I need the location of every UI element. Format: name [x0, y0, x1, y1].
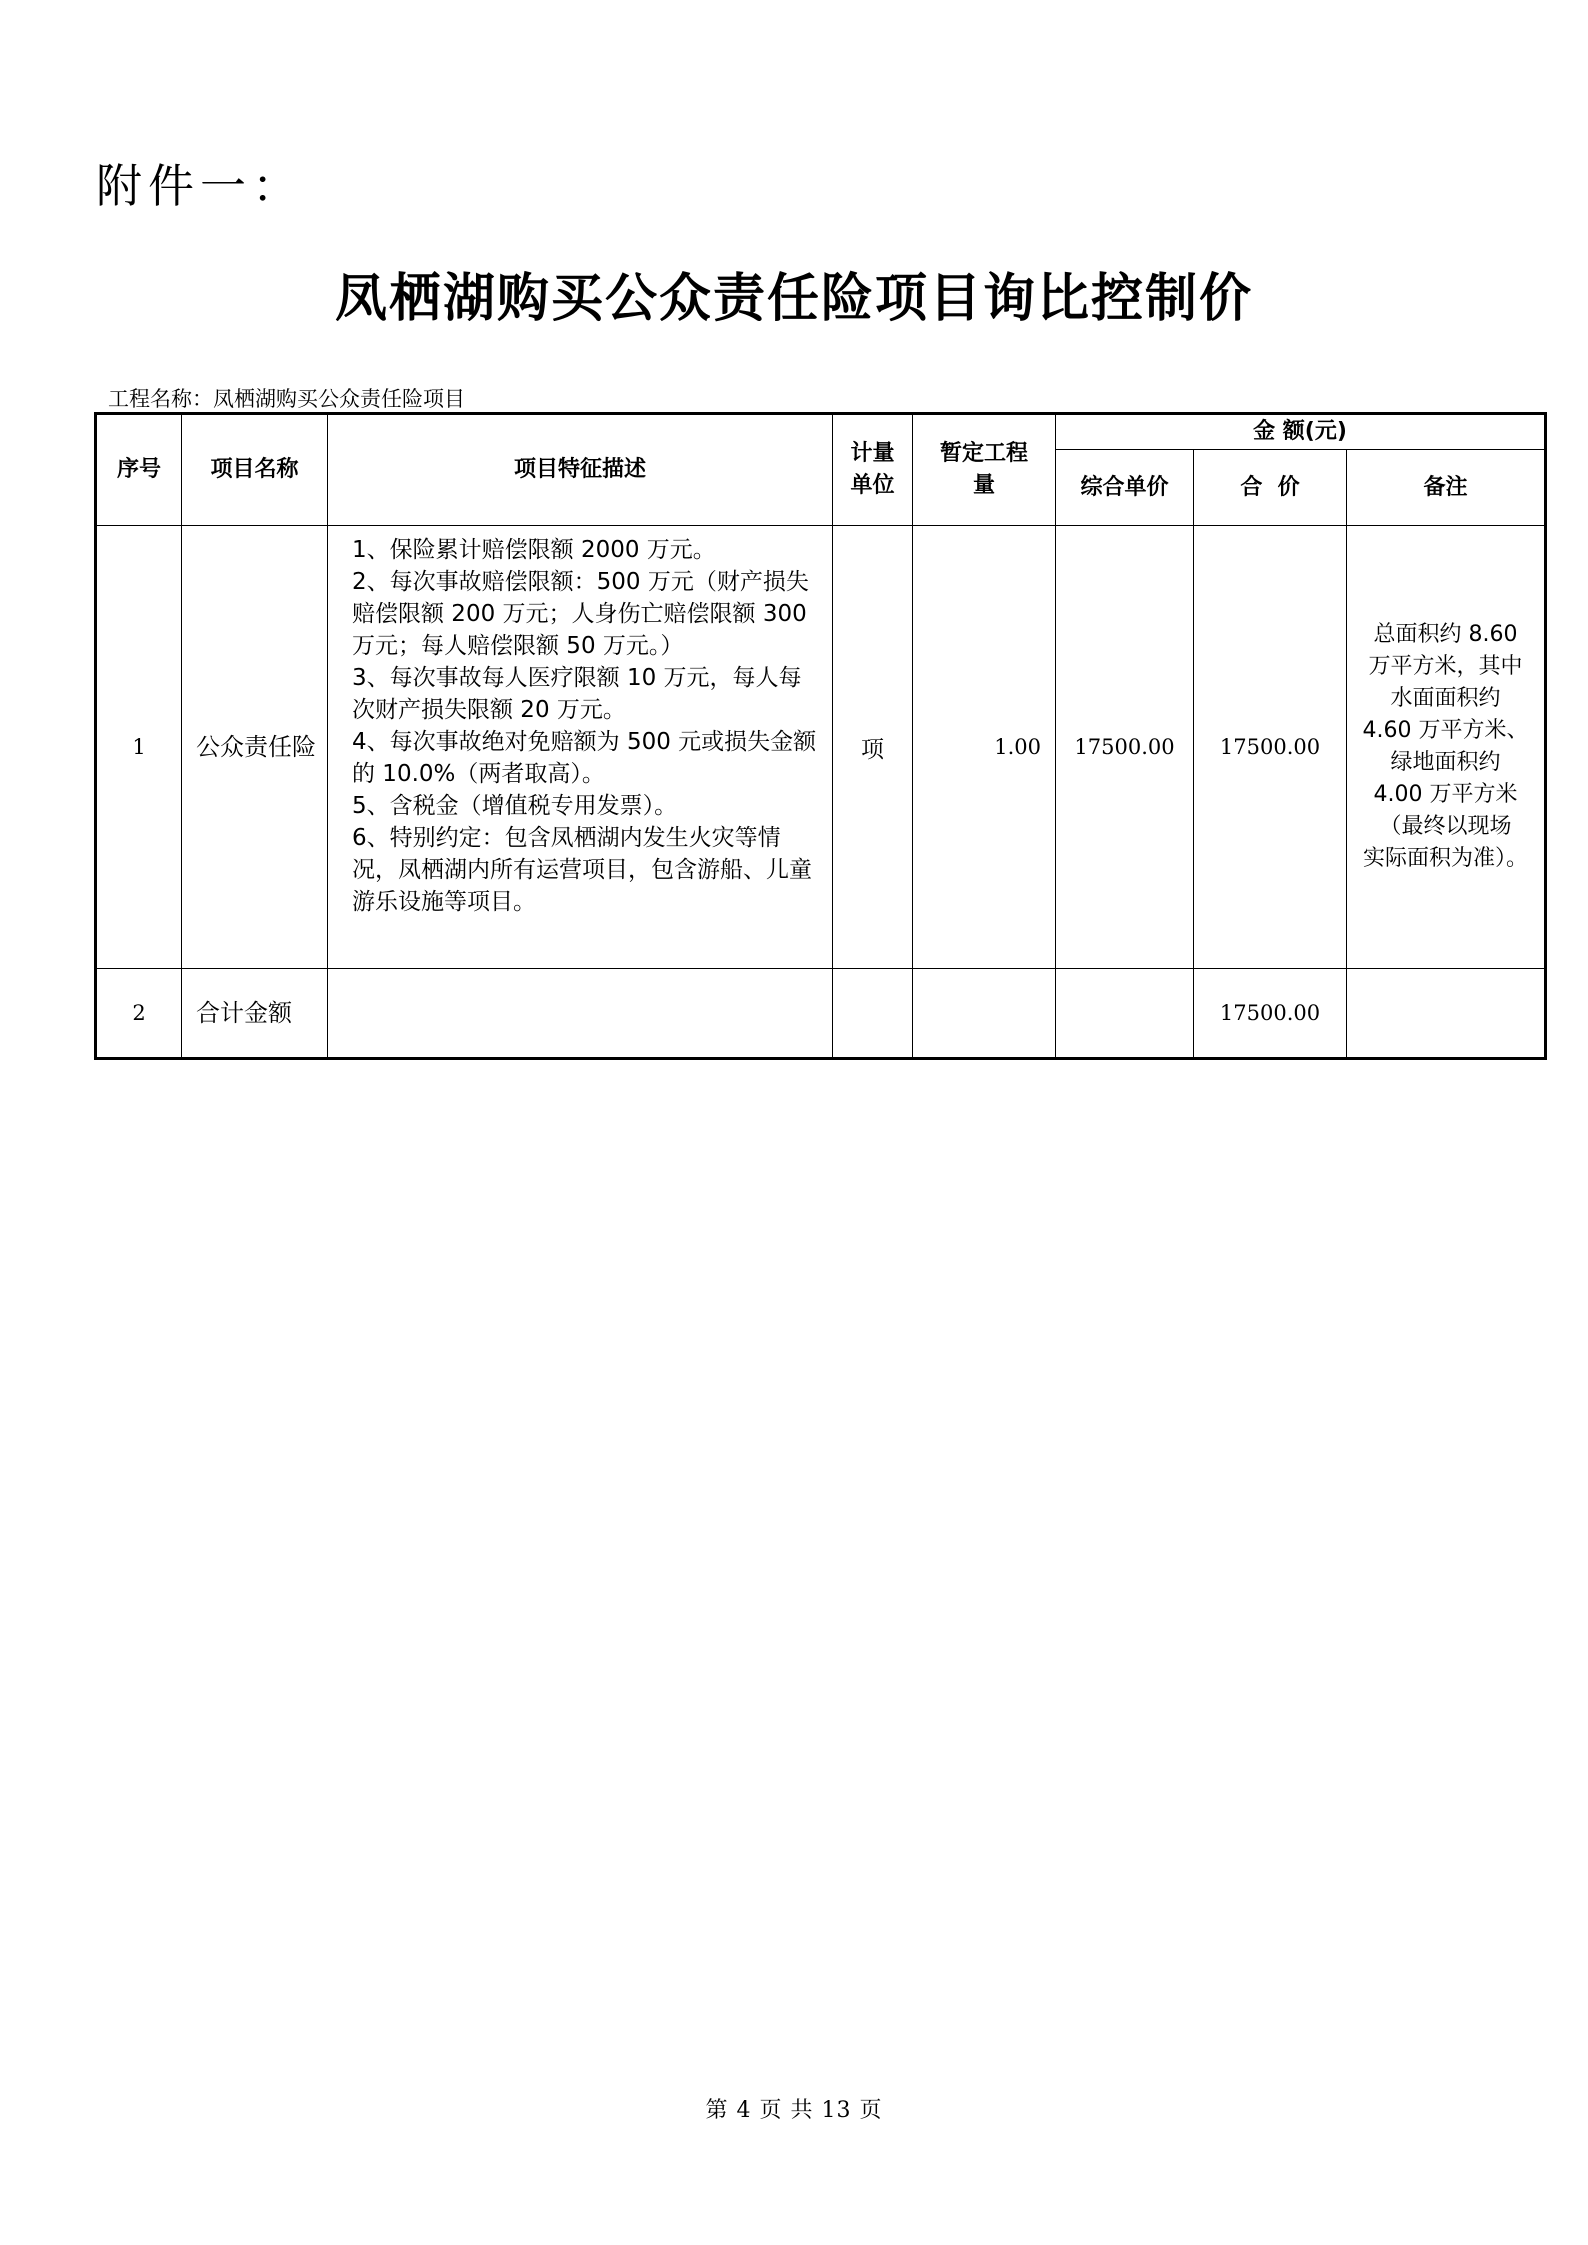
total-quantity-empty — [913, 969, 1056, 1059]
remark-line: 4.00 万平方米 — [1373, 782, 1518, 807]
header-total-price: 合 价 — [1194, 450, 1347, 526]
row-total-price: 17500.00 — [1194, 526, 1347, 969]
description-line: 1、保险累计赔偿限额 2000 万元。 — [352, 537, 716, 563]
header-item-name: 项目名称 — [182, 414, 328, 526]
header-unit-price: 综合单价 — [1056, 450, 1194, 526]
remark-line: 4.60 万平方米、 — [1362, 718, 1529, 743]
description-line: 5、含税金（增值税专用发票）。 — [352, 793, 678, 819]
row-unit: 项 — [833, 526, 913, 969]
header-quantity — [913, 414, 1056, 526]
header-qty-line1: 暂定工程 — [939, 441, 1028, 466]
table-header-row — [96, 414, 1546, 450]
header-unit — [833, 414, 913, 526]
document-title: 凤栖湖购买公众责任险项目询比控制价 — [334, 269, 1253, 329]
description-line: 2、每次事故赔偿限额：500 万元（财产损失赔偿限额 200 万元；人身伤亡赔偿限额 300 万元；每人赔偿限额 50 万元。） — [352, 569, 809, 659]
project-name: 工程名称：凤栖湖购买公众责任险项目 — [108, 387, 465, 411]
row-item-name: 公众责任险 — [182, 526, 328, 969]
header-unit-line2: 单位 — [850, 473, 895, 498]
header-unit-line1: 计量 — [850, 441, 895, 466]
total-seq: 2 — [96, 969, 182, 1059]
header-seq: 序号 — [96, 414, 182, 526]
page-number: 第 4 页 共 13 页 — [705, 2098, 883, 2123]
remark-line: 万平方米，其中 — [1368, 654, 1523, 679]
description-line: 6、特别约定：包含凤栖湖内发生火灾等情况，凤栖湖内所有运营项目，包含游船、儿童游乐设施等项目。 — [352, 825, 812, 915]
description-line: 4、每次事故绝对免赔额为 500 元或损失金额的 10.0%（两者取高）。 — [352, 729, 817, 787]
total-label: 合计金额 — [182, 969, 328, 1059]
total-unit-price-empty — [1056, 969, 1194, 1059]
header-qty-line2: 量 — [972, 473, 995, 498]
header-amount-group: 金 额(元) — [1056, 414, 1546, 450]
total-remark-empty — [1347, 969, 1546, 1059]
header-remark: 备注 — [1347, 450, 1546, 526]
row-remark — [1347, 526, 1546, 969]
attachment-label: 附件一： — [96, 159, 304, 213]
total-description-empty — [328, 969, 833, 1059]
row-unit-price: 17500.00 — [1056, 526, 1194, 969]
remark-line: 绿地面积约 — [1390, 750, 1501, 775]
total-unit-empty — [833, 969, 913, 1059]
total-amount: 17500.00 — [1194, 969, 1347, 1059]
remark-line: 总面积约 8.60 — [1373, 622, 1518, 647]
row-description — [328, 526, 833, 969]
row-quantity: 1.00 — [913, 526, 1056, 969]
table-row-total — [96, 969, 1546, 1059]
description-line: 3、每次事故每人医疗限额 10 万元，每人每次财产损失限额 20 万元。 — [352, 665, 802, 723]
remark-line: 实际面积为准）。 — [1363, 846, 1529, 871]
control-price-table — [94, 412, 1547, 1060]
header-description: 项目特征描述 — [328, 414, 833, 526]
table-row — [96, 526, 1546, 969]
remark-line: （最终以现场 — [1379, 814, 1512, 839]
remark-line: 水面面积约 — [1390, 686, 1501, 711]
row-seq: 1 — [96, 526, 182, 969]
